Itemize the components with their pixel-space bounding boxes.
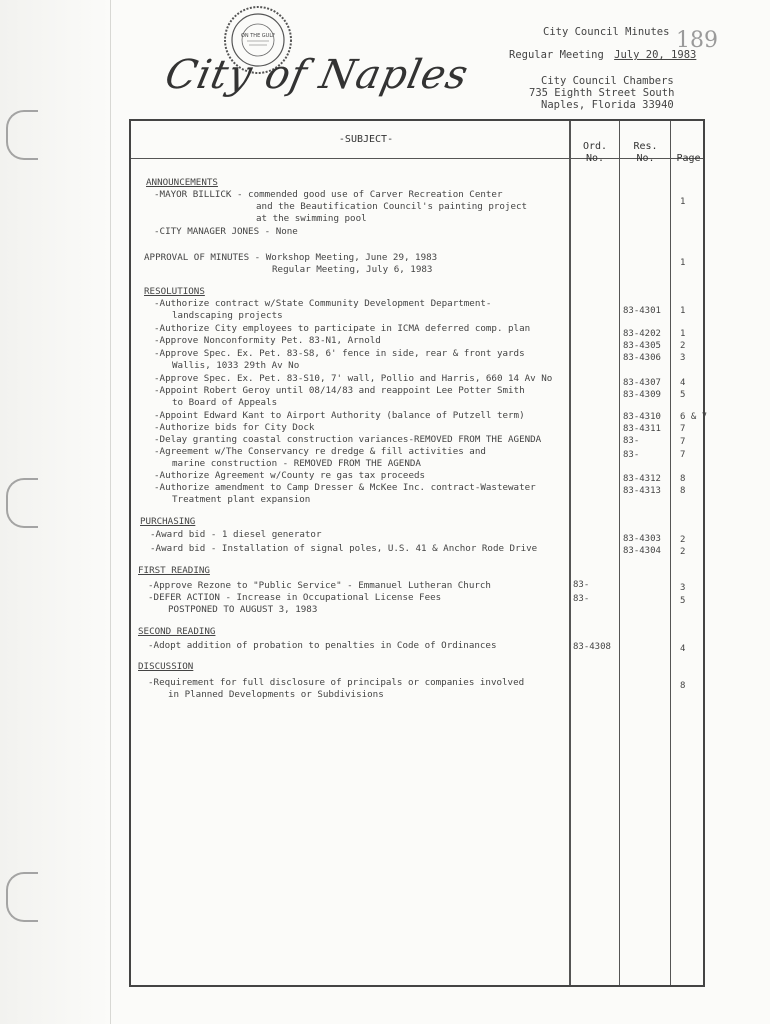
agenda-item: APPROVAL OF MINUTES - Workshop Meeting, June 29, 1983 <box>144 252 438 263</box>
ord-header-line1: Ord. <box>582 141 608 152</box>
agenda-item: landscaping projects <box>172 310 283 321</box>
page-reference: 4 <box>680 644 686 654</box>
page-column-divider <box>670 121 671 985</box>
agenda-item: Wallis, 1033 29th Av No <box>172 360 300 371</box>
agenda-item: -Approve Spec. Ex. Pet. 83-S10, 7' wall, Pollio and Harris, 660 14 Av No <box>154 373 553 384</box>
page-reference: 3 <box>680 353 686 363</box>
agenda-item: -Authorize contract w/State Community Development Department- <box>154 298 492 309</box>
resolution-number: 83-4202 <box>623 329 661 339</box>
page-reference: 3 <box>680 583 686 593</box>
agenda-item: at the swimming pool <box>256 213 367 224</box>
section-heading: ANNOUNCEMENTS <box>146 177 218 188</box>
res-header-line2: No. <box>636 153 655 164</box>
agenda-item: -Authorize City employees to participate in ICMA deferred comp. plan <box>154 323 531 334</box>
section-heading: PURCHASING <box>140 516 196 527</box>
meeting-label: Regular Meeting <box>509 49 604 61</box>
res-column-divider <box>619 121 620 985</box>
resolution-number: 83-4304 <box>623 546 661 556</box>
agenda-item: -MAYOR BILLICK - commended good use of Carver Recreation Center <box>154 189 503 200</box>
resolution-number: 83-4311 <box>623 424 661 434</box>
section-heading: DISCUSSION <box>138 661 194 672</box>
agenda-item: and the Beautification Council's painting project <box>256 201 528 212</box>
city-name-logo: City of Naples <box>161 52 473 98</box>
page-header: Page <box>676 153 701 164</box>
page-number: 189 <box>676 28 718 53</box>
agenda-item: -Authorize bids for City Dock <box>154 422 315 433</box>
meeting-date: July 20, 1983 <box>614 49 697 61</box>
ord-column-divider <box>569 121 571 985</box>
agenda-item: -CITY MANAGER JONES - None <box>154 226 298 237</box>
ord-header <box>571 141 619 165</box>
page-reference: 7 <box>680 437 686 447</box>
page-reference: 8 <box>680 474 686 484</box>
seal-text: ON THE GULF <box>240 33 276 39</box>
page-reference: 6 & 7 <box>680 412 708 422</box>
agenda-item: -Authorize amendment to Camp Dresser & McKee Inc. contract-Wastewater <box>154 482 536 493</box>
agenda-item: marine construction - REMOVED FROM THE AGENDA <box>172 458 421 469</box>
subject-header: -SUBJECT- <box>338 134 394 145</box>
section-heading: RESOLUTIONS <box>144 286 205 297</box>
agenda-item: Treatment plant expansion <box>172 494 311 505</box>
resolution-number: 83- <box>623 450 640 460</box>
page-reference: 2 <box>680 535 686 545</box>
page-reference: 1 <box>680 329 686 339</box>
agenda-item: -Award bid - 1 diesel generator <box>150 529 322 540</box>
res-header-line1: Res. <box>633 141 658 152</box>
page-reference: 5 <box>680 390 686 400</box>
agenda-item: -Delay granting coastal construction variances-REMOVED FROM THE AGENDA <box>154 434 542 445</box>
ordinance-number: 83- <box>573 594 590 604</box>
agenda-item: -Appoint Edward Kant to Airport Authority (balance of Putzell term) <box>154 410 525 421</box>
resolution-number: 83-4312 <box>623 474 661 484</box>
section-heading: FIRST READING <box>138 565 210 576</box>
page-reference: 1 <box>680 197 686 207</box>
agenda-item: -Approve Spec. Ex. Pet. 83-S8, 6' fence in side, rear & front yards <box>154 348 525 359</box>
resolution-number: 83-4307 <box>623 378 661 388</box>
agenda-item: -Approve Nonconformity Pet. 83-N1, Arnold <box>154 335 381 346</box>
agenda-item: -Appoint Robert Geroy until 08/14/83 and reappoint Lee Potter Smith <box>154 385 525 396</box>
address-line-1: City Council Chambers <box>541 75 674 87</box>
agenda-item: Regular Meeting, July 6, 1983 <box>272 264 433 275</box>
binder-hole-middle <box>6 478 38 528</box>
resolution-number: 83-4306 <box>623 353 661 363</box>
page-edge <box>110 0 111 1024</box>
agenda-item: -Award bid - Installation of signal poles, U.S. 41 & Anchor Rode Drive <box>150 543 538 554</box>
res-header <box>621 141 670 165</box>
binder-hole-bottom <box>6 872 38 922</box>
page-reference: 2 <box>680 547 686 557</box>
page-reference: 4 <box>680 378 686 388</box>
resolution-number: 83-4301 <box>623 306 661 316</box>
agenda-item: to Board of Appeals <box>172 397 278 408</box>
agenda-item: -Authorize Agreement w/County re gas tax proceeds <box>154 470 426 481</box>
page-reference: 5 <box>680 596 686 606</box>
agenda-item: -Requirement for full disclosure of principals or companies involved <box>148 677 525 688</box>
resolution-number: 83-4303 <box>623 534 661 544</box>
page-reference: 7 <box>680 424 686 434</box>
agenda-item: in Planned Developments or Subdivisions <box>168 689 384 700</box>
page-reference: 1 <box>680 258 686 268</box>
agenda-item: -DEFER ACTION - Increase in Occupational License Fees <box>148 592 442 603</box>
resolution-number: 83-4310 <box>623 412 661 422</box>
resolution-number: 83-4309 <box>623 390 661 400</box>
resolution-number: 83-4305 <box>623 341 661 351</box>
agenda-item: -Agreement w/The Conservancy re dredge & fill activities and <box>154 446 486 457</box>
ord-header-line2: No. <box>585 153 605 164</box>
resolution-number: 83- <box>623 436 640 446</box>
resolution-number: 83-4313 <box>623 486 661 496</box>
agenda-item: POSTPONED TO AUGUST 3, 1983 <box>168 604 318 615</box>
page-reference: 1 <box>680 306 686 316</box>
page-reference: 2 <box>680 341 686 351</box>
agenda-item: -Adopt addition of probation to penalties in Code of Ordinances <box>148 640 497 651</box>
page-reference: 8 <box>680 681 686 691</box>
address-line-2: 735 Eighth Street South <box>529 87 675 99</box>
document-title: City Council Minutes <box>543 26 670 38</box>
ordinance-number: 83- <box>573 580 590 590</box>
binder-hole-top <box>6 110 38 160</box>
agenda-item: -Approve Rezone to "Public Service" - Emmanuel Lutheran Church <box>148 580 491 591</box>
page-reference: 7 <box>680 450 686 460</box>
ordinance-number: 83-4308 <box>573 642 611 652</box>
meeting-line <box>509 49 696 61</box>
section-heading: SECOND READING <box>138 626 216 637</box>
address-line-3: Naples, Florida 33940 <box>541 99 674 111</box>
page-reference: 8 <box>680 486 686 496</box>
